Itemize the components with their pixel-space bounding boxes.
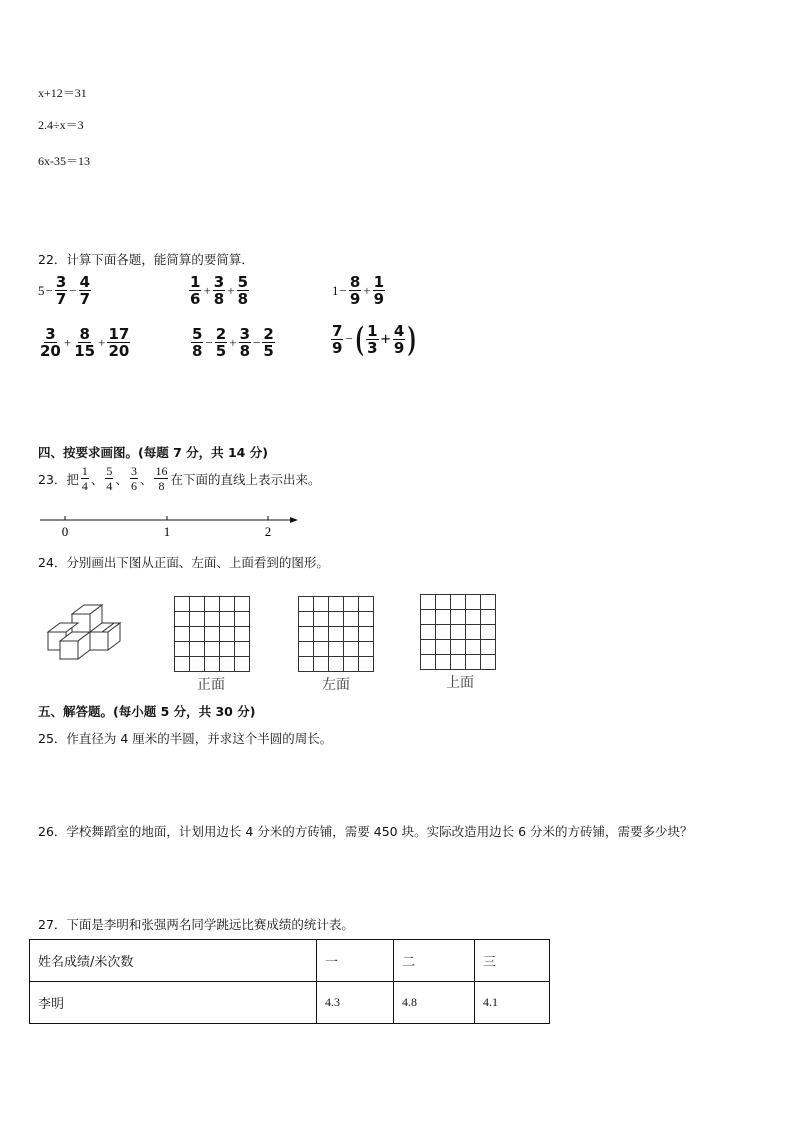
operator: − — [345, 331, 353, 346]
fraction: $\frac{5}{8}$ — [192, 325, 203, 360]
table-row — [30, 982, 550, 1024]
header-cell: 三 — [475, 940, 550, 982]
separator: 、 — [90, 471, 104, 487]
fraction: $\frac{5}{8}$ — [237, 273, 248, 308]
fraction: $\frac{1}{9}$ — [373, 273, 385, 308]
grid-top — [420, 594, 496, 670]
table-header-row — [30, 940, 550, 982]
fraction: $\frac{8}{9}$ — [349, 273, 361, 308]
fraction: $\frac{4}{7}$ — [79, 273, 91, 308]
fraction: $\frac{1}{6}$ — [190, 273, 201, 308]
fraction: $\frac{1}{3}$ — [367, 321, 378, 357]
q22-expr-2 — [188, 274, 250, 307]
fraction: $\frac{2}{5}$ — [263, 325, 274, 360]
q25-prompt: 25．作直径为 4 厘米的半圆，并求这个半圆的周长。 — [38, 731, 333, 746]
header-cell: 姓名成绩/米次数 — [30, 940, 317, 982]
table-cell: 李明 — [30, 982, 317, 1024]
separator: 、 — [139, 471, 153, 487]
cube-figure — [44, 602, 124, 664]
right-paren: ) — [407, 320, 416, 357]
fraction: $\frac{7}{9}$ — [332, 321, 343, 357]
q23-prompt — [38, 464, 320, 493]
fraction: $\frac{17}{20}$ — [108, 325, 130, 360]
fraction: 3 6 — [130, 464, 137, 493]
header-cell: 一 — [317, 940, 394, 982]
lead-number: 5 — [38, 282, 45, 298]
q22-expr-1 — [38, 274, 92, 307]
grid-label-front: 正面 — [197, 677, 225, 693]
q24-prompt: 24．分别画出下图从正面、左面、上面看到的图形。 — [38, 555, 329, 570]
fraction: $\frac{4}{9}$ — [393, 321, 405, 357]
fraction: $\frac{8}{15}$ — [74, 325, 96, 360]
fraction: $\frac{3}{8}$ — [213, 273, 225, 308]
q23-suffix: 在下面的直线上表示出来。 — [170, 471, 321, 487]
operator: + — [363, 282, 371, 298]
q22-expr-6 — [330, 322, 418, 356]
fraction: $\frac{3}{20}$ — [40, 325, 61, 360]
separator: 、 — [115, 471, 128, 487]
number-line — [36, 510, 306, 544]
q26-prompt: 26．学校舞蹈室的地面，计划用边长 4 分米的方砖铺，需要 450 块。实际改造用边长 6 分米的方砖铺，需要多少块？ — [38, 824, 693, 839]
operator: − — [253, 334, 261, 350]
left-paren: ( — [355, 320, 364, 357]
header-cell: 二 — [394, 940, 475, 982]
fraction: $\frac{3}{7}$ — [55, 273, 67, 308]
table-cell: 4.1 — [475, 982, 550, 1024]
fraction: 5 4 — [106, 464, 113, 493]
equation-1: x+12＝31 — [38, 86, 87, 100]
operator: + — [203, 282, 211, 298]
tick-label: 2 — [264, 524, 272, 539]
equation-2: 2.4÷x＝3 — [38, 118, 84, 132]
grid-label-left: 左面 — [322, 677, 350, 693]
q23-prefix: 23．把 — [38, 471, 79, 487]
fraction: 1 4 — [81, 464, 88, 493]
operator: − — [339, 282, 347, 298]
section-5-title: 五、解答题。(每小题 5 分，共 30 分) — [38, 704, 256, 719]
grid-label-top: 上面 — [446, 675, 474, 691]
q22-prompt: 22．计算下面各题，能简算的要简算． — [38, 252, 254, 267]
fraction: $\frac{2}{5}$ — [215, 325, 227, 360]
q27-prompt: 27．下面是李明和张强两名同学跳远比赛成绩的统计表。 — [38, 917, 354, 932]
fraction: $\frac{3}{8}$ — [239, 325, 250, 360]
operator: − — [69, 282, 77, 298]
tick-label: 0 — [61, 524, 69, 539]
arrow-head-icon — [290, 517, 298, 523]
q22-expr-5 — [190, 326, 276, 359]
grid-left — [298, 596, 374, 672]
fraction: 16 8 — [155, 464, 168, 493]
grid-front — [174, 596, 250, 672]
section-4-title: 四、按要求画图。(每题 7 分，共 14 分) — [38, 445, 268, 460]
operator: + — [380, 328, 391, 349]
table-cell: 4.8 — [394, 982, 475, 1024]
lead-number: 1 — [332, 282, 339, 298]
tick-label: 1 — [163, 524, 171, 539]
equation-3: 6x-35＝13 — [38, 154, 90, 168]
q22-expr-3 — [332, 274, 386, 307]
operator: − — [205, 334, 213, 350]
operator: + — [229, 334, 237, 350]
operator: − — [45, 282, 53, 298]
operator: + — [227, 282, 235, 298]
operator: + — [98, 334, 106, 350]
q22-expr-4 — [38, 326, 131, 359]
table-cell: 4.3 — [317, 982, 394, 1024]
score-table — [29, 939, 550, 1024]
operator: + — [63, 334, 72, 350]
